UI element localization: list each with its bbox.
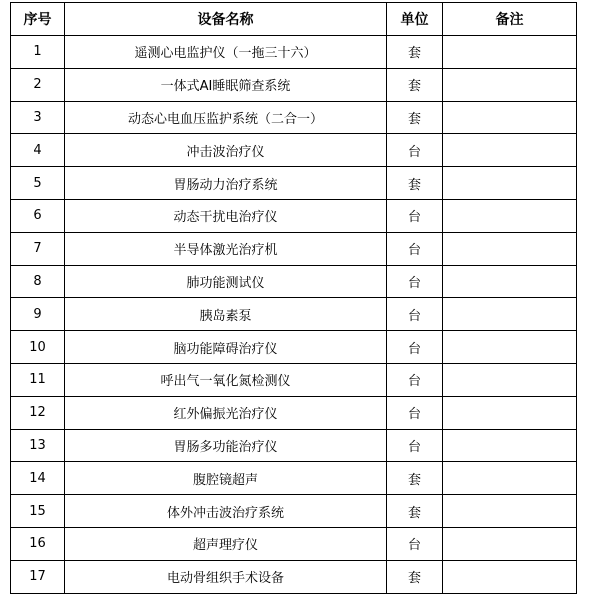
cell-note <box>443 462 577 495</box>
cell-name: 胰岛素泵 <box>65 298 387 331</box>
table-row <box>11 495 577 528</box>
cell-no: 9 <box>11 298 65 331</box>
cell-name: 体外冲击波治疗系统 <box>65 495 387 528</box>
cell-name: 超声理疗仪 <box>65 527 387 560</box>
header-no: 序号 <box>11 3 65 36</box>
cell-note <box>443 298 577 331</box>
cell-no: 10 <box>11 331 65 364</box>
cell-name: 红外偏振光治疗仪 <box>65 396 387 429</box>
header-unit: 单位 <box>387 3 443 36</box>
cell-unit: 台 <box>387 527 443 560</box>
table-row <box>11 101 577 134</box>
cell-name: 肺功能测试仪 <box>65 265 387 298</box>
cell-no: 13 <box>11 429 65 462</box>
table-row <box>11 68 577 101</box>
cell-no: 7 <box>11 232 65 265</box>
cell-unit: 台 <box>387 232 443 265</box>
cell-unit: 套 <box>387 36 443 69</box>
cell-no: 3 <box>11 101 65 134</box>
cell-unit: 套 <box>387 495 443 528</box>
cell-note <box>443 68 577 101</box>
cell-unit: 台 <box>387 331 443 364</box>
table-row <box>11 331 577 364</box>
cell-note <box>443 331 577 364</box>
cell-no: 8 <box>11 265 65 298</box>
cell-no: 12 <box>11 396 65 429</box>
cell-note <box>443 199 577 232</box>
cell-unit: 台 <box>387 429 443 462</box>
cell-note <box>443 396 577 429</box>
cell-note <box>443 363 577 396</box>
header-name: 设备名称 <box>65 3 387 36</box>
cell-no: 17 <box>11 560 65 593</box>
cell-unit: 台 <box>387 134 443 167</box>
table-row <box>11 527 577 560</box>
cell-name: 动态干扰电治疗仪 <box>65 199 387 232</box>
cell-name: 呼出气一氧化氮检测仪 <box>65 363 387 396</box>
cell-unit: 套 <box>387 68 443 101</box>
cell-name: 一体式AI睡眠筛查系统 <box>65 68 387 101</box>
equipment-table <box>10 2 577 594</box>
cell-name: 胃肠动力治疗系统 <box>65 167 387 200</box>
cell-no: 4 <box>11 134 65 167</box>
cell-name: 冲击波治疗仪 <box>65 134 387 167</box>
cell-name: 腹腔镜超声 <box>65 462 387 495</box>
table-row <box>11 298 577 331</box>
table-row <box>11 134 577 167</box>
table-row <box>11 36 577 69</box>
cell-note <box>443 101 577 134</box>
cell-note <box>443 429 577 462</box>
cell-no: 2 <box>11 68 65 101</box>
cell-unit: 套 <box>387 560 443 593</box>
cell-name: 遥测心电监护仪（一拖三十六） <box>65 36 387 69</box>
table-row <box>11 462 577 495</box>
cell-name: 脑功能障碍治疗仪 <box>65 331 387 364</box>
cell-no: 11 <box>11 363 65 396</box>
cell-note <box>443 560 577 593</box>
table-row <box>11 265 577 298</box>
cell-unit: 台 <box>387 396 443 429</box>
cell-unit: 台 <box>387 265 443 298</box>
cell-unit: 套 <box>387 167 443 200</box>
header-note: 备注 <box>443 3 577 36</box>
cell-unit: 台 <box>387 363 443 396</box>
cell-note <box>443 265 577 298</box>
table-row <box>11 396 577 429</box>
cell-unit: 套 <box>387 462 443 495</box>
table-row <box>11 429 577 462</box>
cell-note <box>443 134 577 167</box>
header-row <box>11 3 577 36</box>
cell-no: 6 <box>11 199 65 232</box>
cell-note <box>443 527 577 560</box>
table-row <box>11 232 577 265</box>
cell-name: 电动骨组织手术设备 <box>65 560 387 593</box>
cell-name: 胃肠多功能治疗仪 <box>65 429 387 462</box>
table-row <box>11 560 577 593</box>
cell-no: 1 <box>11 36 65 69</box>
table-body <box>11 36 577 594</box>
cell-note <box>443 495 577 528</box>
cell-note <box>443 167 577 200</box>
cell-unit: 套 <box>387 101 443 134</box>
table-row <box>11 363 577 396</box>
cell-no: 5 <box>11 167 65 200</box>
cell-unit: 台 <box>387 298 443 331</box>
cell-name: 半导体激光治疗机 <box>65 232 387 265</box>
cell-name: 动态心电血压监护系统（二合一） <box>65 101 387 134</box>
cell-note <box>443 36 577 69</box>
table-row <box>11 167 577 200</box>
cell-note <box>443 232 577 265</box>
cell-no: 14 <box>11 462 65 495</box>
cell-no: 16 <box>11 527 65 560</box>
cell-no: 15 <box>11 495 65 528</box>
cell-unit: 台 <box>387 199 443 232</box>
table-row <box>11 199 577 232</box>
